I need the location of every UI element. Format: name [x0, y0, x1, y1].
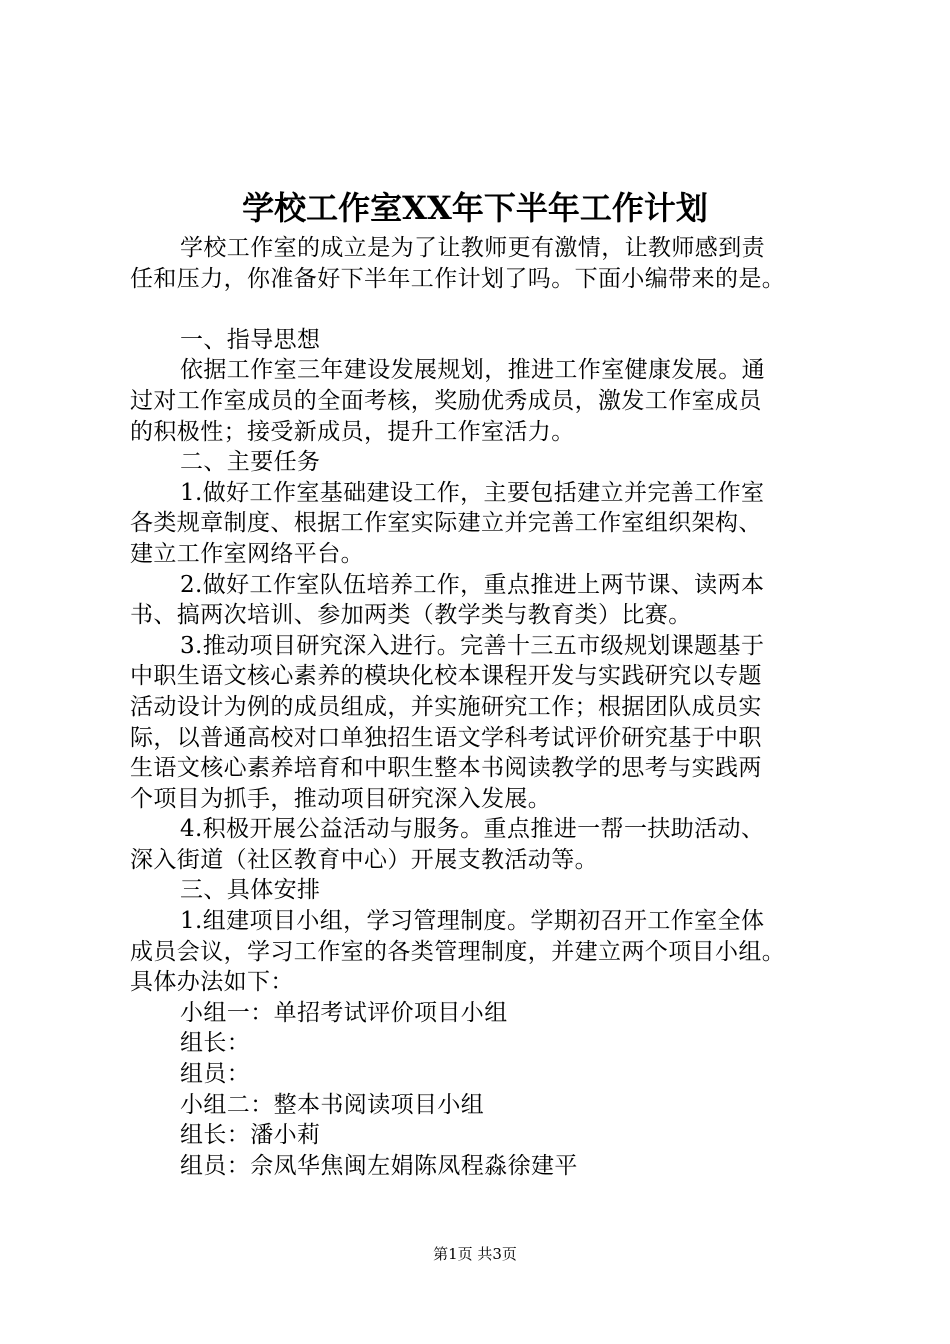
text-line: 各类规章制度、根据工作室实际建立并完善工作室组织架构、	[130, 510, 762, 537]
text-line: 3.推动项目研究深入进行。完善十三五市级规划课题基于	[180, 632, 765, 659]
text-line: 个项目为抓手，推动项目研究深入发展。	[130, 785, 552, 812]
text-line: 成员会议，学习工作室的各类管理制度，并建立两个项目小组。	[130, 938, 786, 965]
text-line: 组长：潘小莉	[180, 1122, 321, 1149]
text-line: 学校工作室的成立是为了让教师更有激情，让教师感到责	[180, 235, 765, 261]
text-line	[130, 294, 830, 325]
document-title: 学校工作室XX年下半年工作计划	[242, 189, 708, 227]
text-line: 书、搞两次培训、参加两类（教学类与教育类）比赛。	[130, 602, 692, 629]
text-line: 三、具体安排	[180, 877, 321, 904]
text-line: 组员：佘凤华焦闽左娟陈凤程淼徐建平	[180, 1152, 578, 1179]
text-line: 小组一：单招考试评价项目小组	[180, 999, 508, 1026]
page-footer: 第1页 共3页	[433, 1245, 517, 1263]
text-line: 2.做好工作室队伍培养工作，重点推进上两节课、读两本	[180, 571, 765, 598]
text-line: 深入街道（社区教育中心）开展支教活动等。	[130, 846, 598, 873]
text-line: 1.组建项目小组，学习管理制度。学期初召开工作室全体	[180, 908, 765, 935]
text-line: 的积极性；接受新成员，提升工作室活力。	[130, 418, 575, 445]
document-body	[130, 233, 830, 1181]
text-line: 组员：	[180, 1061, 251, 1088]
text-line: 任和压力，你准备好下半年工作计划了吗。下面小编带来的是。	[130, 265, 786, 292]
text-line: 生语文核心素养培育和中职生整本书阅读教学的思考与实践两	[130, 755, 762, 782]
text-line: 活动设计为例的成员组成，并实施研究工作；根据团队成员实	[130, 693, 762, 720]
text-line: 二、主要任务	[180, 449, 321, 476]
text-line: 依据工作室三年建设发展规划，推进工作室健康发展。通	[180, 357, 765, 384]
text-line: 具体办法如下：	[130, 969, 294, 996]
text-line: 一、指导思想	[180, 326, 321, 353]
text-line: 1.做好工作室基础建设工作，主要包括建立并完善工作室	[180, 479, 765, 506]
text-line: 中职生语文核心素养的模块化校本课程开发与实践研究以专题	[130, 663, 762, 690]
text-line: 4.积极开展公益活动与服务。重点推进一帮一扶助活动、	[180, 816, 765, 843]
text-line: 过对工作室成员的全面考核，奖励优秀成员，激发工作室成员	[130, 387, 762, 414]
text-line: 组长：	[180, 1030, 251, 1057]
text-line: 建立工作室网络平台。	[130, 540, 364, 567]
text-line: 际，以普通高校对口单独招生语文学科考试评价研究基于中职	[130, 724, 762, 751]
text-line: 小组二：整本书阅读项目小组	[180, 1091, 485, 1118]
